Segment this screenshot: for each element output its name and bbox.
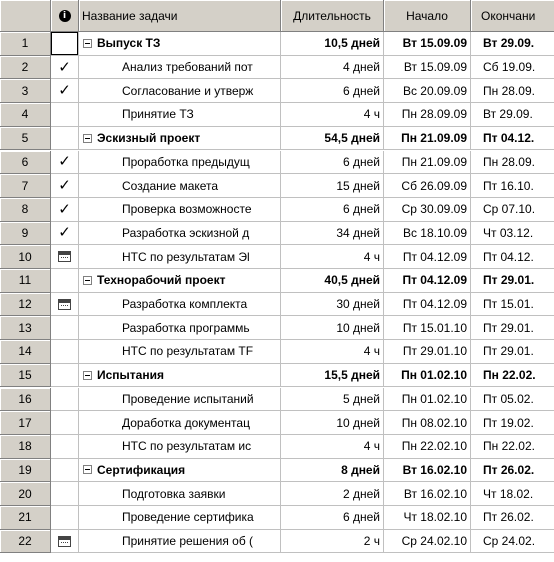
finish-cell[interactable]: Пт 26.02. [471,506,554,530]
finish-cell[interactable]: Пт 29.01. [471,269,554,293]
table-row[interactable] [0,506,554,530]
row-id[interactable]: 1 [0,32,51,56]
task-name[interactable] [79,411,281,435]
finish-cell[interactable]: Пн 28.09. [471,79,554,103]
table-row[interactable] [0,316,554,340]
table-row[interactable] [0,198,554,222]
header-duration[interactable]: Длительность [281,0,384,32]
duration-cell[interactable]: 30 дней [281,293,384,317]
start-cell[interactable]: Ср 24.02.10 [384,530,471,554]
table-row[interactable] [0,103,554,127]
summary-task-name[interactable] [79,459,281,483]
check-icon: ✓ [58,177,71,195]
task-name-text: Проверка возможносте [122,202,252,217]
table-header [0,0,554,32]
indicator-cell[interactable] [51,293,79,317]
duration-cell[interactable]: 10 дней [281,411,384,435]
calendar-icon [58,251,71,262]
duration-cell[interactable]: 4 дней [281,56,384,80]
duration-cell[interactable]: 6 дней [281,198,384,222]
indicator-cell[interactable] [51,127,79,151]
table-row[interactable] [0,151,554,175]
start-cell[interactable]: Вс 20.09.09 [384,79,471,103]
task-name-text: Анализ требований пот [122,60,253,75]
finish-cell[interactable]: Ср 07.10. [471,198,554,222]
task-name-text: НТС по результатам ис [122,439,252,454]
duration-cell[interactable]: 2 ч [281,530,384,554]
duration-cell[interactable]: 6 дней [281,79,384,103]
calendar-icon [58,299,71,310]
task-name-text: Доработка документац [122,415,250,430]
table-row[interactable] [0,364,554,388]
start-cell[interactable]: Вт 15.09.09 [384,56,471,80]
table-row[interactable] [0,530,554,554]
check-icon: ✓ [58,200,71,218]
table-row[interactable] [0,222,554,246]
finish-cell[interactable]: Пт 29.01. [471,340,554,364]
indicator-cell[interactable] [51,316,79,340]
row-id[interactable]: 22 [0,530,51,554]
task-name-text: Согласование и утверж [122,83,254,98]
duration-cell[interactable]: 10 дней [281,316,384,340]
task-name-text: Подготовка заявки [122,486,226,501]
check-icon: ✓ [58,224,71,242]
duration-cell[interactable]: 10,5 дней [281,32,384,56]
row-id[interactable]: 7 [0,174,51,198]
task-name[interactable] [79,79,281,103]
start-cell[interactable]: Пт 04.12.09 [384,245,471,269]
row-id[interactable]: 2 [0,56,51,80]
row-id[interactable]: 4 [0,103,51,127]
duration-cell[interactable]: 54,5 дней [281,127,384,151]
row-id[interactable]: 3 [0,79,51,103]
duration-cell[interactable]: 8 дней [281,459,384,483]
duration-cell[interactable]: 6 дней [281,506,384,530]
task-name[interactable] [79,293,281,317]
indicator-cell[interactable] [51,245,79,269]
indicator-cell[interactable] [51,459,79,483]
task-name-text: Проведение сертифика [122,510,254,525]
row-id[interactable]: 19 [0,459,51,483]
indicator-cell[interactable] [51,174,79,198]
collapse-toggle-icon[interactable] [83,371,92,380]
start-cell[interactable]: Вт 16.02.10 [384,459,471,483]
row-id[interactable]: 20 [0,482,51,506]
task-name[interactable] [79,530,281,554]
collapse-toggle-icon[interactable] [83,134,92,143]
check-icon: ✓ [58,153,71,171]
summary-task-name[interactable] [79,127,281,151]
task-name[interactable] [79,435,281,459]
start-cell[interactable]: Сб 26.09.09 [384,174,471,198]
indicator-cell[interactable] [51,103,79,127]
finish-cell[interactable]: Пт 05.02. [471,388,554,412]
table-row[interactable] [0,32,554,56]
table-row[interactable] [0,269,554,293]
check-icon: ✓ [58,58,71,76]
duration-cell[interactable]: 15,5 дней [281,364,384,388]
finish-cell[interactable]: Пт 29.01. [471,316,554,340]
start-cell[interactable]: Ср 30.09.09 [384,198,471,222]
table-row[interactable] [0,459,554,483]
indicator-cell[interactable] [51,388,79,412]
start-cell[interactable]: Пн 28.09.09 [384,103,471,127]
indicator-cell[interactable] [51,198,79,222]
task-name[interactable] [79,316,281,340]
row-id[interactable]: 12 [0,293,51,317]
row-id[interactable]: 13 [0,316,51,340]
table-row[interactable] [0,127,554,151]
finish-cell[interactable]: Пн 28.09. [471,151,554,175]
row-id[interactable]: 16 [0,388,51,412]
task-name-text: Разработка программь [122,320,250,335]
finish-cell[interactable]: Чт 03.12. [471,222,554,246]
collapse-toggle-icon[interactable] [83,276,92,285]
indicator-cell[interactable] [51,32,79,56]
task-name-text: Эскизный проект [97,131,201,146]
indicator-cell[interactable] [51,482,79,506]
task-name-text: Разработка комплекта [122,297,248,312]
task-name-text: НТС по результатам Эl [122,249,250,264]
task-name[interactable] [79,482,281,506]
finish-cell[interactable]: Пт 26.02. [471,459,554,483]
indicator-cell[interactable] [51,411,79,435]
summary-task-name[interactable] [79,32,281,56]
row-id[interactable]: 11 [0,269,51,293]
collapse-toggle-icon[interactable] [83,465,92,474]
start-cell[interactable]: Чт 18.02.10 [384,506,471,530]
task-name-text: Технорабочий проект [97,273,226,288]
duration-cell[interactable]: 2 дней [281,482,384,506]
finish-cell[interactable]: Вт 29.09. [471,103,554,127]
table-row[interactable] [0,174,554,198]
info-icon: i [59,10,71,22]
summary-task-name[interactable] [79,269,281,293]
duration-cell[interactable]: 34 дней [281,222,384,246]
start-cell[interactable]: Пт 04.12.09 [384,269,471,293]
finish-cell[interactable]: Ср 24.02. [471,530,554,554]
task-name-text: Испытания [97,368,164,383]
finish-cell[interactable]: Чт 18.02. [471,482,554,506]
task-name-text: Принятие ТЗ [122,107,194,122]
finish-cell[interactable]: Пн 22.02. [471,435,554,459]
row-id[interactable]: 9 [0,222,51,246]
task-name[interactable] [79,198,281,222]
calendar-icon [58,536,71,547]
task-name[interactable] [79,340,281,364]
header-start[interactable]: Начало [384,0,471,32]
row-id[interactable]: 21 [0,506,51,530]
table-row[interactable] [0,56,554,80]
table-row[interactable] [0,411,554,435]
task-name-text: Создание макета [122,178,219,193]
header-finish[interactable]: Окончани [471,0,554,32]
row-id[interactable]: 17 [0,411,51,435]
table-row[interactable] [0,245,554,269]
task-name[interactable] [79,151,281,175]
start-cell[interactable]: Пн 01.02.10 [384,364,471,388]
finish-cell[interactable]: Пт 15.01. [471,293,554,317]
duration-cell[interactable]: 4 ч [281,245,384,269]
finish-cell[interactable]: Пт 04.12. [471,127,554,151]
task-name[interactable] [79,103,281,127]
task-name-text: Проработка предыдущ [122,154,250,169]
task-name-text: Принятие решения об ( [122,534,254,549]
finish-cell[interactable]: Вт 29.09. [471,32,554,56]
start-cell[interactable]: Пн 21.09.09 [384,127,471,151]
duration-cell[interactable]: 4 ч [281,435,384,459]
indicator-cell[interactable] [51,151,79,175]
check-icon: ✓ [58,82,71,100]
task-name[interactable] [79,506,281,530]
indicator-cell[interactable] [51,340,79,364]
table-row[interactable] [0,79,554,103]
duration-cell[interactable]: 4 ч [281,340,384,364]
row-id[interactable]: 10 [0,245,51,269]
indicator-cell[interactable] [51,506,79,530]
row-id[interactable]: 15 [0,364,51,388]
header-row-id[interactable] [0,0,51,32]
start-cell[interactable]: Вс 18.10.09 [384,222,471,246]
start-cell[interactable]: Пт 04.12.09 [384,293,471,317]
indicator-cell[interactable] [51,435,79,459]
indicator-cell[interactable] [51,530,79,554]
start-cell[interactable]: Пт 29.01.10 [384,340,471,364]
duration-cell[interactable]: 15 дней [281,174,384,198]
task-name-text: Сертификация [97,462,186,477]
task-name-text: НТС по результатам ТF [122,344,254,359]
finish-cell[interactable]: Сб 19.09. [471,56,554,80]
row-id[interactable]: 6 [0,151,51,175]
row-id[interactable]: 18 [0,435,51,459]
indicator-cell[interactable] [51,222,79,246]
row-id[interactable]: 5 [0,127,51,151]
row-id[interactable]: 8 [0,198,51,222]
finish-cell[interactable]: Пт 16.10. [471,174,554,198]
start-cell[interactable]: Пн 01.02.10 [384,388,471,412]
header-indicators[interactable] [51,0,79,32]
indicator-cell[interactable] [51,56,79,80]
collapse-toggle-icon[interactable] [83,39,92,48]
duration-cell[interactable]: 40,5 дней [281,269,384,293]
table-row[interactable] [0,293,554,317]
finish-cell[interactable]: Пн 22.02. [471,364,554,388]
start-cell[interactable]: Вт 15.09.09 [384,32,471,56]
task-name[interactable] [79,56,281,80]
indicator-cell[interactable] [51,364,79,388]
indicator-cell[interactable] [51,269,79,293]
indicator-cell[interactable] [51,79,79,103]
start-cell[interactable]: Пн 22.02.10 [384,435,471,459]
summary-task-name[interactable] [79,364,281,388]
task-name-text: Проведение испытаний [122,391,254,406]
start-cell[interactable]: Вт 16.02.10 [384,482,471,506]
row-id[interactable]: 14 [0,340,51,364]
table-row[interactable] [0,435,554,459]
finish-cell[interactable]: Пт 19.02. [471,411,554,435]
start-cell[interactable]: Пн 21.09.09 [384,151,471,175]
start-cell[interactable]: Пт 15.01.10 [384,316,471,340]
task-name[interactable] [79,388,281,412]
finish-cell[interactable]: Пт 04.12. [471,245,554,269]
table-row[interactable] [0,340,554,364]
task-name[interactable] [79,174,281,198]
task-name-text: Выпуск ТЗ [97,36,161,51]
duration-cell[interactable]: 6 дней [281,151,384,175]
task-name[interactable] [79,222,281,246]
table-row[interactable] [0,388,554,412]
task-name-text: Разработка эскизной д [122,225,250,240]
table-row[interactable] [0,482,554,506]
duration-cell[interactable]: 4 ч [281,103,384,127]
duration-cell[interactable]: 5 дней [281,388,384,412]
header-task-name[interactable]: Название задачи [79,0,281,32]
task-name[interactable] [79,245,281,269]
start-cell[interactable]: Пн 08.02.10 [384,411,471,435]
